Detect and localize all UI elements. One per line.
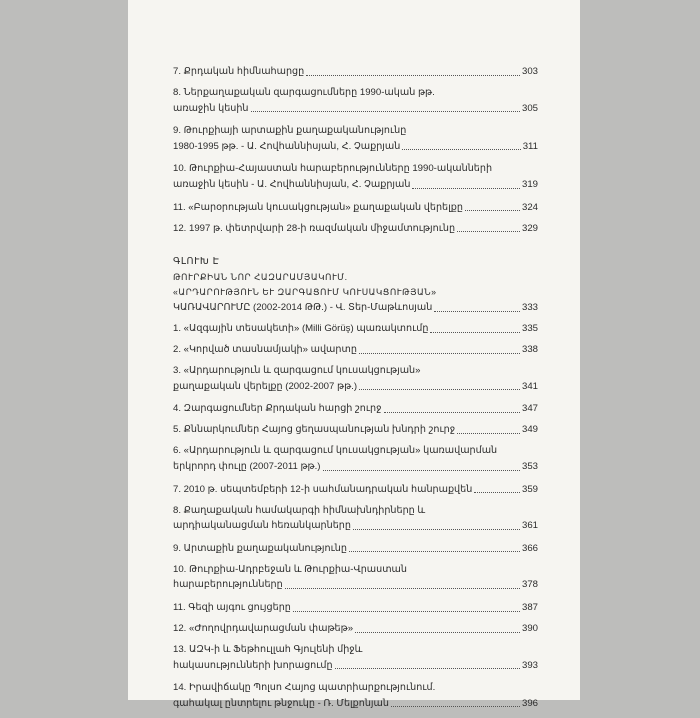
page-number: 329 — [521, 222, 538, 234]
toc-entry-title-line: 7. 2010 թ. սեպտեմբերի 12-ի սահմանադրական հանրաքվեն — [173, 483, 473, 495]
page-number: 378 — [521, 579, 538, 591]
chapter-subtitle-line-2: «ԱՐԴԱՐՈՒԹՅՈՒՆ ԵՒ ԶԱՐԳԱՑՈՒՄ ԿՈՒՍԱԿՑՈՒԹՅԱՆ» — [173, 286, 437, 297]
toc-entry-title-line: 3. «Արդարություն և զարգացում կուսակցության» — [173, 365, 421, 377]
toc-entry-title-line: 10. Թուրքիա-Ադրբեջան և Թուրքիա-Վրաստան — [173, 563, 407, 575]
dot-leader — [251, 111, 520, 112]
page-number: 319 — [521, 178, 538, 190]
toc-section-2 — [173, 300, 538, 711]
toc-entry-title-line: 4. Զարգացումներ Քրդական հարցի շուրջ — [173, 403, 382, 415]
toc-entry — [173, 85, 538, 116]
toc-entry — [173, 64, 538, 80]
toc-entry — [173, 600, 538, 616]
dot-leader — [474, 492, 520, 493]
toc-entry — [173, 503, 538, 534]
page-number: 359 — [521, 483, 538, 495]
toc-entry — [173, 621, 538, 637]
dot-leader — [412, 188, 520, 189]
toc-entry — [173, 342, 538, 358]
dot-leader — [335, 668, 520, 669]
toc-entry — [173, 300, 538, 316]
toc-entry-title-line: ԿԱՌԱՎԱՐՈՒՄԸ (2002-2014 ԹԹ.) - Վ. Տեր-Մաթևոսյան — [173, 302, 433, 314]
dot-leader — [384, 412, 520, 413]
page-number: 393 — [521, 659, 538, 671]
chapter-subtitle-line-1: ԹՈՒՐՔԻԱՆ ՆՈՐ ՀԱԶԱՐԱՄՅԱԿՈՒՄ. — [173, 271, 348, 282]
toc-entry-title-line: 11. «Բարօրության կուսակցության» քաղաքական վերելքը — [173, 201, 463, 213]
dot-leader — [359, 353, 520, 354]
toc-entry-title-line: 9. Արտաքին քաղաքականությունը — [173, 542, 347, 554]
dot-leader — [457, 433, 520, 434]
toc-entry-title-line: 7. Քրդական հիմնահարցը — [173, 66, 305, 77]
toc-entry-title-line: գահակալ ընտրելու թնջուկը - Ռ. Մելքոնյան — [173, 697, 389, 709]
page-number: 361 — [521, 520, 538, 532]
toc-entry-title-line: հակասությունների խորացումը — [173, 659, 333, 671]
page-number: 347 — [521, 403, 538, 415]
page-number: 353 — [521, 461, 538, 473]
page-number: 341 — [521, 380, 538, 392]
dot-leader — [306, 75, 520, 76]
toc-entry — [173, 161, 538, 192]
toc-entry — [173, 200, 538, 216]
toc-entry-title-line: 9. Թուրքիայի արտաքին քաղաքականությունը — [173, 125, 407, 137]
dot-leader — [434, 311, 520, 312]
dot-leader — [391, 706, 520, 707]
toc-entry-title-line: 14. Իրավիճակը Պոլսո Հայոց պատրիարքությունում. — [173, 682, 436, 694]
toc-entry-title-line: 13. ԱԶԿ-ի և Ֆեթհուլլահ Գյուլենի միջև — [173, 643, 363, 655]
toc-entry-title-line: առաջին կեսին — [173, 102, 249, 114]
toc-entry — [173, 221, 538, 237]
toc-entry-title-line: 8. Ներքաղաքական զարգացումները 1990-ական թթ. — [173, 86, 435, 98]
dot-leader — [285, 588, 520, 589]
dot-leader — [293, 611, 520, 612]
toc-entry-title-line: առաջին կեսին - Ա. Հովհաննիսյան, Հ. Չաքրյան — [173, 178, 411, 190]
toc-section-1 — [173, 64, 538, 236]
toc-entry — [173, 541, 538, 557]
page-number: 396 — [521, 697, 538, 709]
toc-entry-title-line: երկրորդ փուլը (2007-2011 թթ.) — [173, 461, 321, 473]
dot-leader — [359, 389, 520, 390]
page-number: 349 — [521, 424, 538, 436]
table-of-contents — [173, 64, 538, 718]
toc-entry-title-line: 8. Քաղաքական համակարգի հիմնախնդիրները և — [173, 504, 426, 516]
toc-entry — [173, 422, 538, 438]
toc-entry-title-line: 12. «Ժողովրդավարացման փաթեթ» — [173, 622, 354, 634]
toc-entry — [173, 363, 538, 394]
page-number: 366 — [521, 542, 538, 554]
page-number: 335 — [521, 323, 538, 335]
dot-leader — [353, 529, 520, 530]
page-number: 324 — [521, 201, 538, 213]
dot-leader — [457, 231, 520, 232]
dot-leader — [402, 149, 520, 150]
toc-entry-title-line: 1. «Ազգային տեսակետի» (Milli Görüş) պառակտումը — [173, 323, 429, 335]
toc-entry — [173, 680, 538, 711]
toc-entry-title-line: 5. Քննարկումներ Հայոց ցեղասպանության խնդրի շուրջ — [173, 424, 456, 436]
toc-entry-title-line: արդիականացման հեռանկարները — [173, 520, 351, 532]
toc-entry-title-line: 1980-1995 թթ. - Ա. Հովհաննիսյան, Հ. Չաքրյան — [173, 140, 401, 152]
page-number: 338 — [521, 344, 538, 356]
page-number: 390 — [521, 622, 538, 634]
toc-entry — [173, 321, 538, 337]
toc-entry — [173, 642, 538, 673]
toc-entry-title-line: 11. Գեզի այգու ցույցերը — [173, 601, 291, 613]
toc-entry-title-line: 2. «Կորված տասնամյակի» ավարտը — [173, 344, 357, 356]
toc-entry — [173, 123, 538, 154]
toc-entry-title-line: քաղաքական վերելքը (2002-2007 թթ.) — [173, 380, 358, 392]
toc-entry — [173, 482, 538, 498]
toc-entry-title-line: 12. 1997 թ. փետրվարի 28-ի ռազմական միջամտությունը — [173, 222, 456, 234]
book-page — [128, 0, 580, 709]
toc-entry — [173, 401, 538, 417]
toc-entry-title-line: 6. «Արդարություն և զարգացում կուսակցության» կառավարման — [173, 445, 498, 457]
page-number: 311 — [522, 140, 538, 152]
toc-entry — [173, 562, 538, 593]
dot-leader — [349, 551, 520, 552]
toc-entry — [173, 443, 538, 474]
dot-leader — [430, 332, 520, 333]
page-number: 303 — [521, 66, 538, 77]
toc-entry-title-line: հարաբերությունները — [173, 579, 283, 591]
page-number: 305 — [521, 102, 538, 114]
toc-entry-title-line: 10. Թուրքիա-Հայաստան հարաբերությունները 1990-ականների — [173, 163, 493, 175]
dot-leader — [355, 632, 520, 633]
dot-leader — [323, 470, 520, 471]
page-number: 333 — [521, 302, 538, 314]
page-number: 387 — [521, 601, 538, 613]
chapter-title: ԳԼՈՒԽ Է — [173, 255, 220, 267]
dot-leader — [465, 210, 520, 211]
